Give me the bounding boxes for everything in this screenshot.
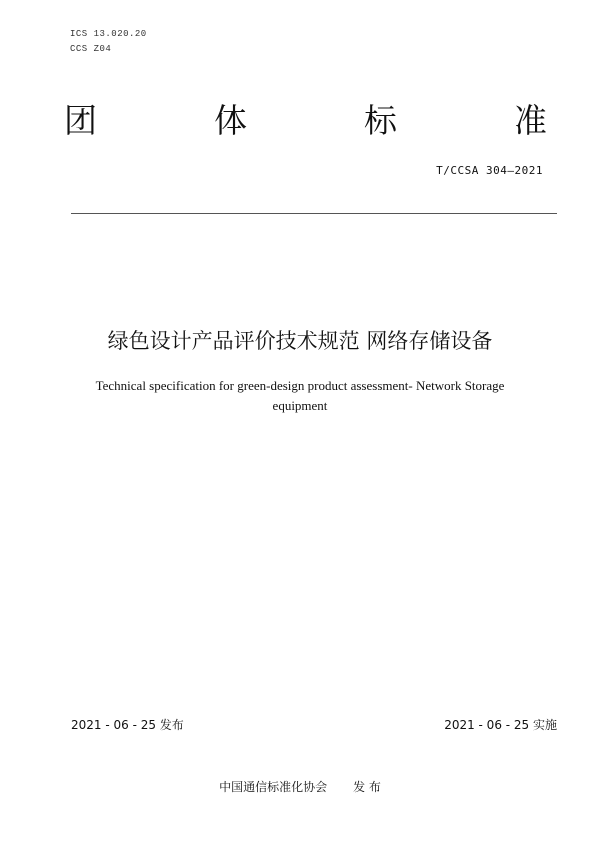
ics-code: ICS 13.020.20 [70,29,147,39]
category-char-2: 体 [214,101,247,140]
publish-date: 2021 - 06 - 25 发布 [71,718,184,732]
publisher-action: 发 布 [353,780,381,794]
implementation-date: 2021 - 06 - 25 实施 [444,718,557,732]
category-char-4: 准 [514,101,547,140]
english-title-line-2: equipment [272,398,328,413]
category-char-1: 团 [64,101,97,140]
standard-number: T/CCSA 304—2021 [436,164,543,177]
english-title-line-1: Technical specification for green-design product assessment- Network Storage [95,378,505,393]
chinese-title: 绿色设计产品评价技术规范 网络存储设备 [107,329,493,353]
ccs-code: CCS Z04 [70,44,112,54]
publisher-line [0,778,600,795]
category-char-3: 标 [364,101,397,140]
publisher-name: 中国通信标准化协会 [219,780,328,794]
header-divider [71,213,557,214]
